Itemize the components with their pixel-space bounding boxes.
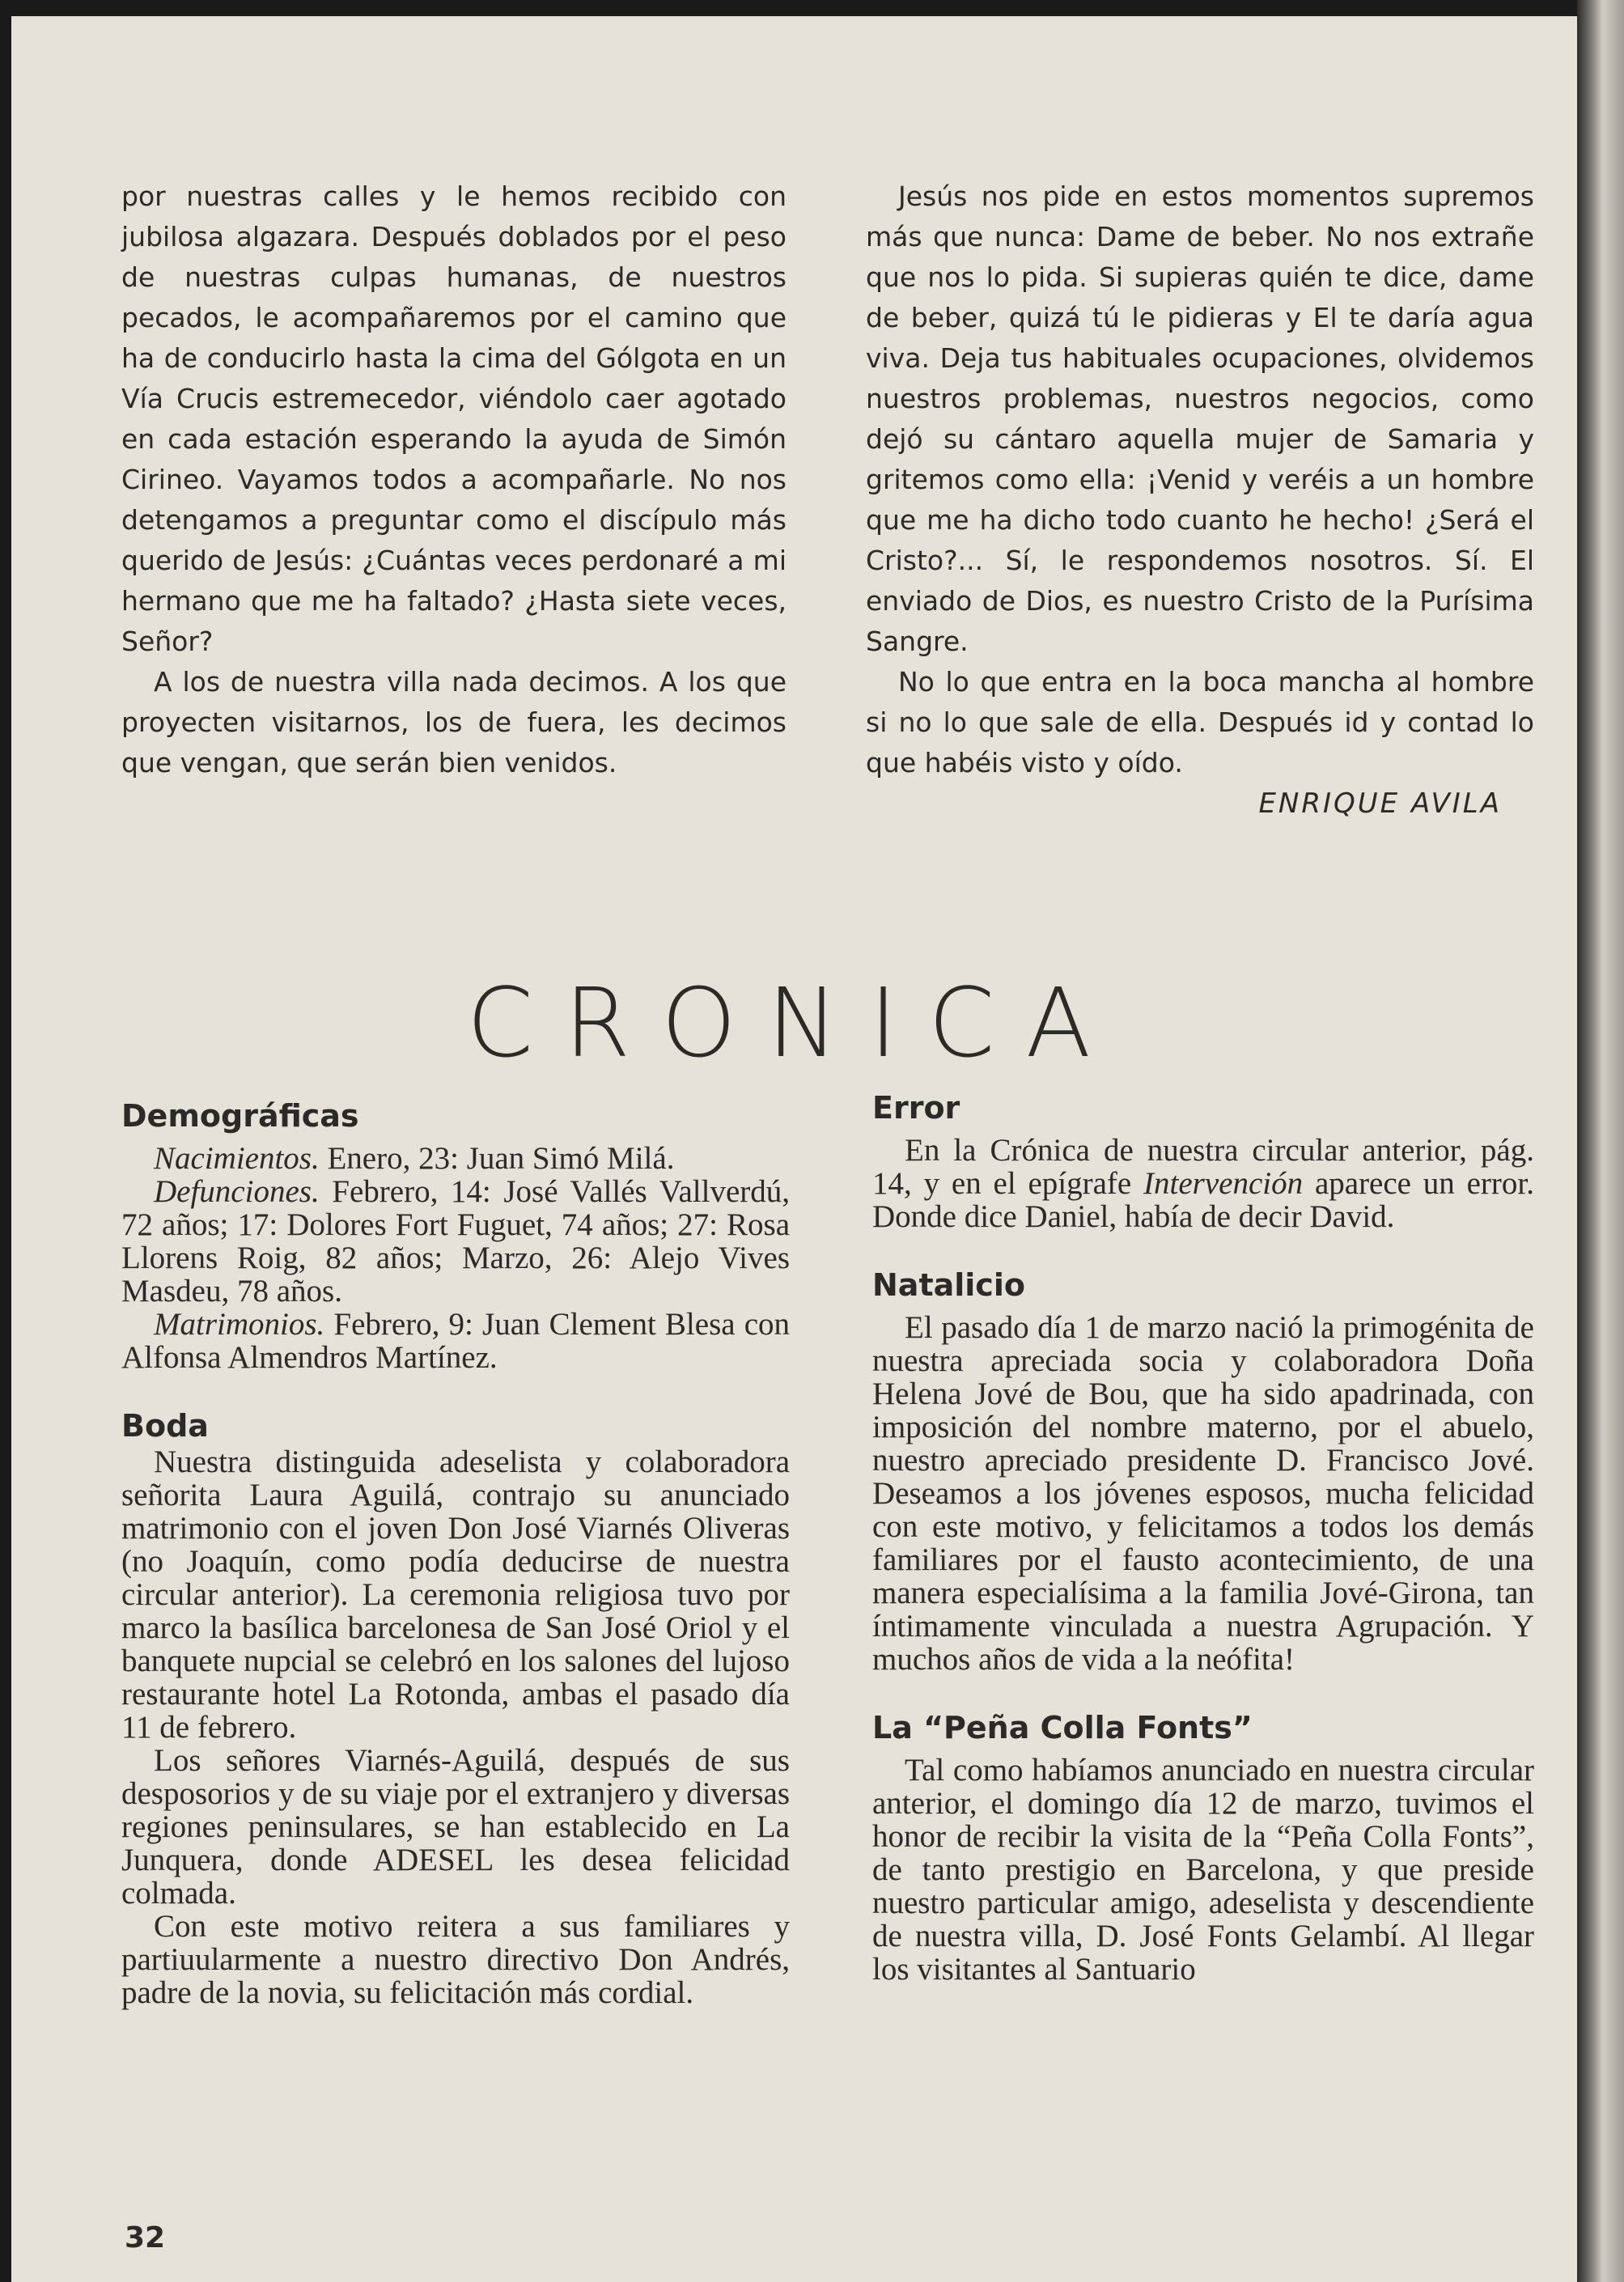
- births-text: Enero, 23: Juan Simó Milá.: [319, 1141, 675, 1176]
- deaths-label: Defunciones.: [154, 1174, 320, 1209]
- error-text-em: Intervención: [1143, 1166, 1304, 1201]
- document-page: [11, 16, 1577, 2282]
- section-headline: CRONICA: [466, 967, 1122, 1079]
- boda-paragraph: Los señores Viarnés-Aguilá, después de sus desposorios y de su viaje por el extranjero y diversas regiones peninsulares, se han establecido en La Junquera, donde ADESEL les desea felicidad colmada.: [121, 1743, 790, 1911]
- chronicle-column-left: [121, 1096, 790, 2009]
- marriages-text: Febrero, 9: Juan Clement Blesa con Alfonsa Almendros Martínez.: [121, 1307, 790, 1375]
- error-text-b: aparece un error. Donde dice Daniel, había de decir David.: [872, 1166, 1534, 1234]
- demograficas-heading: Demográficas: [121, 1098, 359, 1134]
- births-entry: [121, 1142, 790, 1175]
- boda-paragraph: Nuestra distinguida adeselista y colaboradora señorita Laura Aguilá, contrajo su anunciado matrimonio con el joven Don José Viarnés Oliveras (no Joaquín, como podía deducirse de nuestra circular anterior). La ceremonia religiosa tuvo por marco la basílica barcelonesa de San José Oriol y el banquete nupcial se celebró en los salones del lujoso restaurante hotel La Rotonda, ambas el pasado día 11 de febrero.: [121, 1444, 790, 1745]
- chronicle-column-right: [872, 1088, 1534, 1986]
- natalicio-paragraph: El pasado día 1 de marzo nació la primogénita de nuestra apreciada socia y colaboradora Doña Helena Jové de Bou, que ha sido apadrinada, con imposición del nombre materno, por el abuelo, nuestro apreciado presidente D. Francisco Jové. Deseamos a los jóvenes esposos, mucha felicidad con este motivo, y felicitamos a todos los demás familiares por el fausto acontecimiento, de una manera especialísima a la familia Jové-Girona, tan íntimamente vinculada a nuestra Agrupación. Y muchos años de vida a la neófita!: [872, 1310, 1534, 1677]
- births-label: Nacimientos.: [154, 1141, 320, 1176]
- deaths-text: Febrero, 14: José Vallés Vallverdú, 72 años; 17: Dolores Fort Fuguet, 74 años; 27: Rosa Llorens Roig, 82 años; Marzo, 26: Alejo Vives Masdeu, 78 años.: [121, 1174, 790, 1309]
- article-column-right: [866, 176, 1534, 824]
- author-signature: ENRIQUE AVILA: [1258, 787, 1502, 820]
- article-column-left: [121, 176, 787, 783]
- error-text-a: En la Crónica de nuestra circular anterior, pág. 14, y en el epígrafe: [872, 1133, 1534, 1201]
- boda-heading: Boda: [121, 1408, 209, 1444]
- error-heading: Error: [872, 1090, 960, 1126]
- pena-heading: La “Peña Colla Fonts”: [872, 1710, 1253, 1745]
- error-paragraph: [872, 1134, 1534, 1233]
- marriages-entry: [121, 1308, 790, 1374]
- article-paragraph: por nuestras calles y le hemos recibido con jubilosa algazara. Después doblados por el peso de nuestras culpas humanas, de nuestros pecados, le acompañaremos por el camino que ha de conducirlo hasta la cima del Gólgota en un Vía Crucis estremecedor, viéndolo caer agotado en cada estación esperando la ayuda de Simón Cirineo. Vayamos todos a acompañarle. No nos detengamos a preguntar como el discípulo más querido de Jesús: ¿Cuántas veces perdonaré a mi hermano que me ha faltado? ¿Hasta siete veces, Señor?: [121, 180, 787, 657]
- pena-paragraph: Tal como habíamos anunciado en nuestra circular anterior, el domingo día 12 de marzo, tuvimos el honor de recibir la visita de la “Peña Colla Fonts”, de tanto prestigio en Barcelona, y que preside nuestro particular amigo, adeselista y descendiente de nuestra villa, D. José Fonts Gelambí. Al llegar los visitantes al Santuario: [872, 1753, 1534, 1987]
- page-binding-edge: [1577, 0, 1624, 2282]
- deaths-entry: [121, 1175, 790, 1308]
- page-number: 32: [125, 2221, 166, 2254]
- article-paragraph: No lo que entra en la boca mancha al hombre si no lo que sale de ella. Después id y contad lo que habéis visto y oído.: [866, 666, 1534, 778]
- marriages-label: Matrimonios.: [154, 1307, 325, 1342]
- natalicio-heading: Natalicio: [872, 1267, 1025, 1303]
- article-paragraph: A los de nuestra villa nada decimos. A los que proyecten visitarnos, los de fuera, les decimos que vengan, que serán bien venidos.: [121, 666, 787, 778]
- boda-paragraph: Con este motivo reitera a sus familiares y partiuularmente a nuestro directivo Don Andrés, padre de la novia, su felicitación más cordial.: [121, 1909, 790, 2010]
- article-paragraph: Jesús nos pide en estos momentos supremos más que nunca: Dame de beber. No nos extrañe que nos lo pida. Si supieras quién te dice, dame de beber, quizá tú le pidieras y El te daría agua viva. Deja tus habituales ocupaciones, olvidemos nuestros problemas, nuestros negocios, como dejó su cántaro aquella mujer de Samaria y gritemos como ella: ¡Venid y veréis a un hombre que me ha dicho todo cuanto he hecho! ¿Será el Cristo?... Sí, le respondemos nosotros. Sí. El enviado de Dios, es nuestro Cristo de la Purísima Sangre.: [866, 180, 1534, 657]
